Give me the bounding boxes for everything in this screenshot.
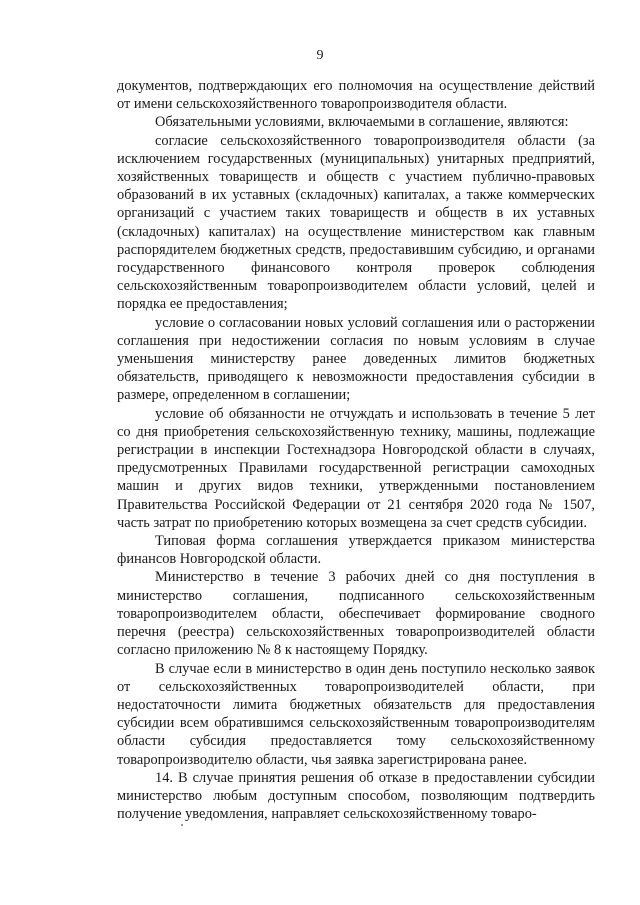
paragraph-multiple-applications: В случае если в министерство в один день поступило несколько заявок от сельскохозяйственных товаропроизводителей области, при недостаточности лимита бюджетных обязательств для предоставления субсидии всем обратившимся сельскохозяйственным товаропроизводителям области субсидия предоставляется тому сельскохозяйственному товаропроизводителю области, чья заявка зарегистрирована ранее. [117,660,595,768]
scan-speck [181,824,183,826]
paragraph-14-refusal: 14. В случае принятия решения об отказе в предоставлении субсидии министерство любым доступным способом, позволяющим подтвердить получение уведомления, направляет сельскохозяйственному товаро- [117,769,595,823]
paragraph-equipment-retention-condition: условие об обязанности не отчуждать и использовать в течение 5 лет со дня приобретения сельскохозяйственную технику, машины, подлежащие регистрации в инспекции Гостехнадзора Новгородской области в случаях, предусмотренных Правилами государственной регистрации самоходных машин и других видов техники, утвержденными постановлением Правительства Российской Федерации от 21 сентября 2020 года № 1507, часть затрат по приобретению которых возмещена за счет средств субсидии. [117,405,595,531]
paragraph-agreement-change-condition: условие о согласовании новых условий соглашения или о расторжении соглашения при недостижении согласия по новым условиям в случае уменьшения министерству ранее доведенных лимитов бюджетных обязательств, приводящего к невозможности предоставления субсидии в размере, определенном в соглашении; [117,314,595,404]
paragraph-registry-formation: Министерство в течение 3 рабочих дней со дня поступления в министерство соглашения, подписанного сельскохозяйственным товаропроизводителем области, обеспечивает формирование сводного перечня (реестра) сельскохозяйственных товаропроизводителей области согласно приложению № 8 к настоящему Порядку. [117,569,595,659]
paragraph-continuation: документов, подтверждающих его полномочия на осуществление действий от имени сельскохозяйственного товаропроизводителя области. [117,78,595,113]
document-body [117,77,595,823]
paragraph-mandatory-conditions-intro: Обязательными условиями, включаемыми в соглашение, являются: [155,114,569,131]
paragraph-consent-condition: согласие сельскохозяйственного товаропроизводителя области (за исключением государственных (муниципальных) унитарных предприятий, хозяйственных товариществ и обществ с участием публично-правовых образований в их уставных (складочных) капиталах, а также коммерческих организаций с участием таких товариществ и обществ в их уставных (складочных) капиталах) на осуществление министерством как главным распорядителем бюджетных средств, предоставившим субсидию, и органами государственного финансового контроля проверок соблюдения сельскохозяйственным товаропроизводителем области условий, целей и порядка ее предоставления; [117,132,595,313]
page-number: 9 [316,48,324,63]
paragraph-standard-form: Типовая форма соглашения утверждается приказом министерства финансов Новгородской области. [117,533,595,568]
